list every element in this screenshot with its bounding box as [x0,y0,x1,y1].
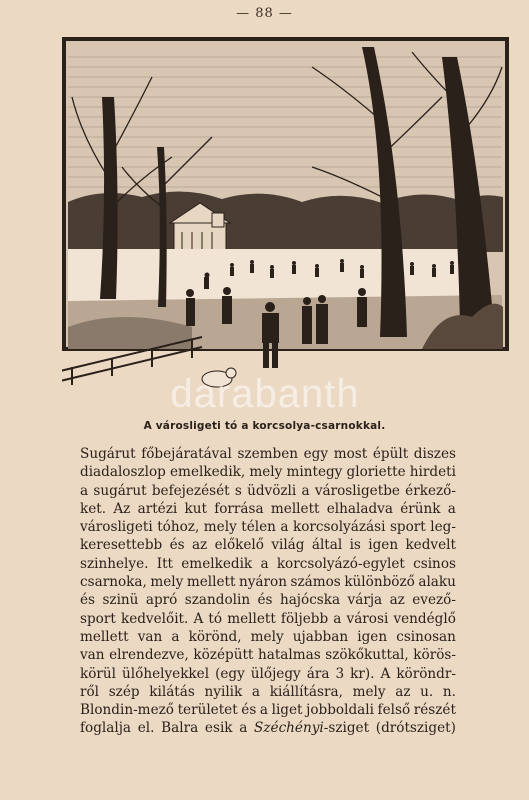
skating-pond-engraving [62,37,509,407]
text-line: Blondin-mező területet és a liget jobboldali felső részét [80,702,456,719]
text-line: ről szép kilátás nyilik a kiállításra, mely az u. n. [80,683,456,700]
text-line: keresettebb és az előkelő világ által is igen kedvelt [80,537,456,554]
text-line: mellett van a körönd, mely ujabban igen csinosan [80,628,456,645]
text-line: diadaloszlop emelkedik, mely mintegy gloriette hirdeti [80,464,456,481]
text-line: és szinü apró szandolin és hajócska várja az evező- [80,592,456,609]
text-line: van elrendezve, középütt hatalmas szökőkuttal, körös- [80,647,456,664]
body-paragraph [80,445,456,738]
illustration-caption: A városligeti tó a korcsolya-csarnokkal. [143,420,386,432]
text-line: körül ülőhelyekkel (egy ülőjegy ára 3 kr). A köröndr- [80,665,456,682]
text-line-last: foglalja el. Balra esik a Széchényi-sziget (drótsziget) [80,720,456,737]
page-number: — 88 — [236,6,293,21]
watermark: darabanth [170,372,360,416]
text-line: városligeti tóhoz, mely télen a korcsolyázási sport leg- [80,519,456,536]
text-line: sport kedvelőit. A tó mellett följebb a városi vendéglő [80,610,456,627]
text-line: ket. Az artézi kut forrása mellett elhaladva érünk a [80,500,456,517]
italic-place-name: Széchényi [254,720,324,737]
text-line: Sugárut főbejáratával szemben egy most épült diszes [80,446,456,462]
text-line: csarnoka, mely mellett nyáron számos különböző alaku [80,574,456,591]
text-line: a sugárut befejezését s üdvözli a városligetbe érkező- [80,482,456,499]
text-line: szinhelye. Itt emelkedik a korcsolyázó-egylet csinos [80,555,456,572]
